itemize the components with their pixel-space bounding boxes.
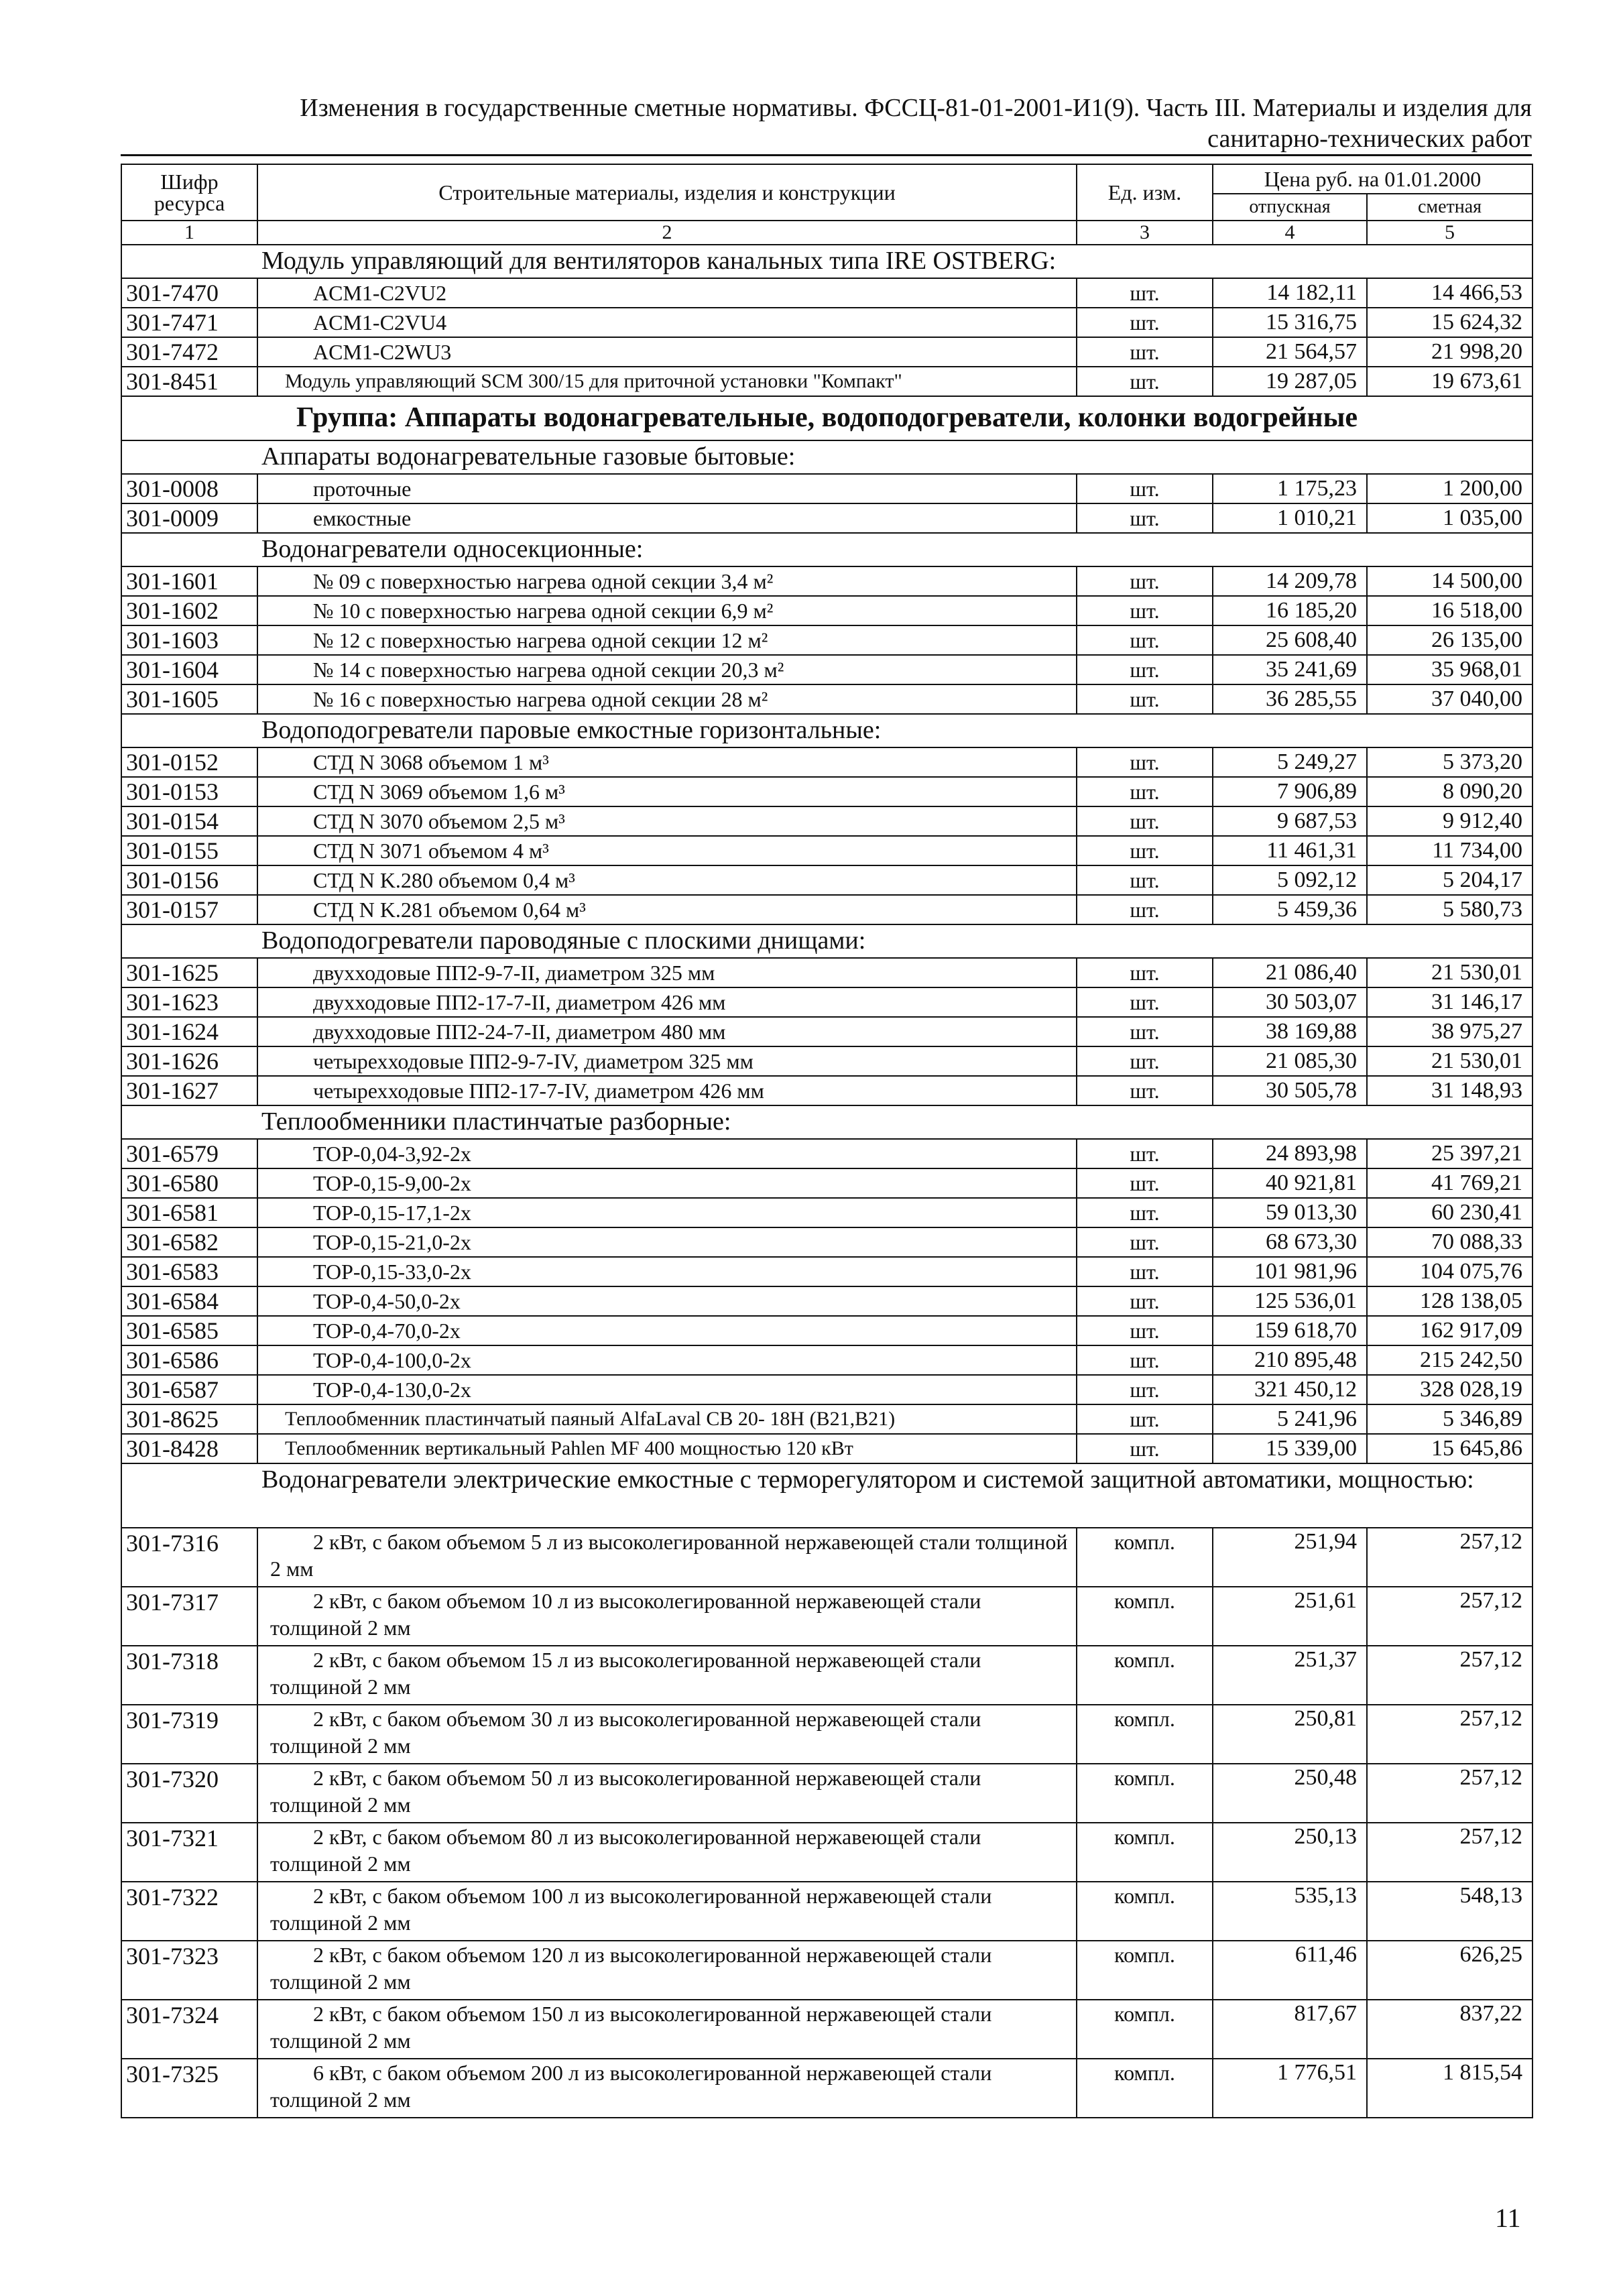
table-row [121,1345,1532,1375]
section-title: Водоподогреватели паровые емкостные горизонтальные: [257,714,1532,747]
resource-code: 301-6579 [121,1139,257,1168]
estimate-price: 35 968,01 [1367,655,1532,684]
column-index: 5 [1367,221,1532,245]
resource-code: 301-7324 [121,2000,257,2059]
header-line-2: санитарно-технических работ [1207,125,1532,153]
estimate-price: 70 088,33 [1367,1227,1532,1257]
estimate-price: 21 530,01 [1367,958,1532,987]
estimate-price: 16 518,00 [1367,596,1532,625]
unit-cell: шт. [1077,337,1213,367]
table-row [121,1375,1532,1404]
section-code-cell [121,1463,257,1528]
item-name: TOP-0,4-70,0-2x [257,1316,1077,1345]
table-row [121,337,1532,367]
table-row [121,625,1532,655]
resource-code: 301-1623 [121,987,257,1017]
item-name: четырехходовые ПП2-9-7-IV, диаметром 325 мм [257,1046,1077,1076]
estimate-price: 257,12 [1367,1823,1532,1882]
resource-code: 301-6584 [121,1286,257,1316]
item-name: Теплообменник пластинчатый паяный AlfaLaval CB 20- 18H (B21,B21) [257,1404,1077,1434]
estimate-price: 257,12 [1367,1587,1532,1646]
wholesale-price: 19 287,05 [1213,367,1367,396]
item-name: Теплообменник вертикальный Pahlen MF 400 мощностью 120 кВт [257,1434,1077,1463]
table-row [121,1941,1532,2000]
item-name: емкостные [257,503,1077,533]
item-name: ACM1-C2VU4 [257,308,1077,337]
table-row [121,865,1532,895]
table-row [121,1168,1532,1198]
section-title: Аппараты водонагревательные газовые бытовые: [257,440,1532,474]
wholesale-price: 5 241,96 [1213,1404,1367,1434]
estimate-price: 19 673,61 [1367,367,1532,396]
wholesale-price: 59 013,30 [1213,1198,1367,1227]
item-name: СТД N K.281 объемом 0,64 м³ [257,895,1077,924]
resource-code: 301-0154 [121,806,257,836]
unit-cell: шт. [1077,777,1213,806]
unit-cell: шт. [1077,367,1213,396]
wholesale-price: 250,81 [1213,1705,1367,1764]
estimate-price: 60 230,41 [1367,1198,1532,1227]
resource-code: 301-7470 [121,278,257,308]
item-name: № 16 с поверхностью нагрева одной секции 28 м² [257,684,1077,714]
resource-code: 301-0153 [121,777,257,806]
table-row [121,1286,1532,1316]
group-title: Группа: Аппараты водонагревательные, водоподогреватели, колонки водогрейные [121,396,1532,440]
unit-cell: шт. [1077,1017,1213,1046]
item-name: № 12 с поверхностью нагрева одной секции 12 м² [257,625,1077,655]
wholesale-price: 817,67 [1213,2000,1367,2059]
unit-cell: шт. [1077,474,1213,503]
resource-code: 301-1625 [121,958,257,987]
unit-cell: шт. [1077,1316,1213,1345]
table-row [121,1404,1532,1434]
item-name: 2 кВт, с баком объемом 50 л из высоколегированной нержавеющей стали толщиной 2 мм [257,1764,1077,1823]
unit-cell: шт. [1077,566,1213,596]
unit-cell: компл. [1077,1646,1213,1705]
resource-code: 301-7323 [121,1941,257,2000]
table-row [121,895,1532,924]
item-name: 2 кВт, с баком объемом 80 л из высоколегированной нержавеющей стали толщиной 2 мм [257,1823,1077,1882]
resource-code: 301-0009 [121,503,257,533]
resource-code: 301-1603 [121,625,257,655]
unit-cell: шт. [1077,1404,1213,1434]
item-name: ACM1-C2WU3 [257,337,1077,367]
table-row [121,2000,1532,2059]
section-code-cell [121,533,257,566]
section-row [121,1463,1532,1528]
wholesale-price: 251,61 [1213,1587,1367,1646]
item-name: Модуль управляющий SCM 300/15 для приточной установки "Компакт" [257,367,1077,396]
unit-cell: компл. [1077,1528,1213,1587]
estimate-price: 104 075,76 [1367,1257,1532,1286]
item-name: проточные [257,474,1077,503]
wholesale-price: 101 981,96 [1213,1257,1367,1286]
table-row [121,1764,1532,1823]
wholesale-price: 24 893,98 [1213,1139,1367,1168]
table-row [121,278,1532,308]
unit-cell: шт. [1077,1198,1213,1227]
unit-cell: компл. [1077,1705,1213,1764]
wholesale-price: 7 906,89 [1213,777,1367,806]
wholesale-price: 21 564,57 [1213,337,1367,367]
item-name: СТД N 3068 объемом 1 м³ [257,747,1077,777]
table-row [121,1823,1532,1882]
unit-cell: шт. [1077,1345,1213,1375]
unit-cell: шт. [1077,1257,1213,1286]
resource-code: 301-7321 [121,1823,257,1882]
unit-cell: шт. [1077,1076,1213,1105]
estimate-price: 38 975,27 [1367,1017,1532,1046]
price-table [121,164,1533,2118]
item-name: СТД N K.280 объемом 0,4 м³ [257,865,1077,895]
item-name: 6 кВт, с баком объемом 200 л из высоколегированной нержавеющей стали толщиной 2 мм [257,2059,1077,2118]
wholesale-price: 25 608,40 [1213,625,1367,655]
section-code-cell [121,440,257,474]
unit-cell: шт. [1077,865,1213,895]
resource-code: 301-0156 [121,865,257,895]
column-index-row [121,221,1532,245]
unit-cell: шт. [1077,747,1213,777]
item-name: TOP-0,15-33,0-2x [257,1257,1077,1286]
wholesale-price: 321 450,12 [1213,1375,1367,1404]
wholesale-price: 40 921,81 [1213,1168,1367,1198]
estimate-price: 257,12 [1367,1705,1532,1764]
unit-cell: компл. [1077,1764,1213,1823]
table-row [121,566,1532,596]
estimate-price: 5 580,73 [1367,895,1532,924]
resource-code: 301-6583 [121,1257,257,1286]
section-title: Водоподогреватели пароводяные с плоскими днищами: [257,924,1532,958]
wholesale-price: 14 182,11 [1213,278,1367,308]
table-row [121,747,1532,777]
page-header [121,93,1532,156]
unit-cell: шт. [1077,806,1213,836]
estimate-price: 41 769,21 [1367,1168,1532,1198]
estimate-price: 837,22 [1367,2000,1532,2059]
wholesale-price: 1 010,21 [1213,503,1367,533]
item-name: TOP-0,15-9,00-2x [257,1168,1077,1198]
table-row [121,1227,1532,1257]
wholesale-price: 38 169,88 [1213,1017,1367,1046]
resource-code: 301-0152 [121,747,257,777]
resource-code: 301-1605 [121,684,257,714]
resource-code: 301-7317 [121,1587,257,1646]
resource-code: 301-6581 [121,1198,257,1227]
unit-cell: шт. [1077,1046,1213,1076]
item-name: 2 кВт, с баком объемом 10 л из высоколегированной нержавеющей стали толщиной 2 мм [257,1587,1077,1646]
section-title: Теплообменники пластинчатые разборные: [257,1105,1532,1139]
item-name: TOP-0,04-3,92-2x [257,1139,1077,1168]
estimate-price: 257,12 [1367,1528,1532,1587]
item-name: СТД N 3070 объемом 2,5 м³ [257,806,1077,836]
header-wholesale: отпускная [1213,194,1367,221]
estimate-price: 37 040,00 [1367,684,1532,714]
resource-code: 301-0008 [121,474,257,503]
unit-cell: компл. [1077,2059,1213,2118]
table-row [121,1528,1532,1587]
table-row [121,1434,1532,1463]
section-row [121,924,1532,958]
section-row [121,440,1532,474]
resource-code: 301-8625 [121,1404,257,1434]
resource-code: 301-7472 [121,337,257,367]
unit-cell: шт. [1077,987,1213,1017]
wholesale-price: 30 505,78 [1213,1076,1367,1105]
table-row [121,1587,1532,1646]
table-row [121,1046,1532,1076]
estimate-price: 14 466,53 [1367,278,1532,308]
table-row [121,836,1532,865]
estimate-price: 1 200,00 [1367,474,1532,503]
unit-cell: шт. [1077,958,1213,987]
resource-code: 301-8451 [121,367,257,396]
estimate-price: 128 138,05 [1367,1286,1532,1316]
resource-code: 301-6582 [121,1227,257,1257]
page-number: 11 [1495,2203,1521,2233]
table-row [121,503,1532,533]
unit-cell: шт. [1077,1139,1213,1168]
section-title: Водонагреватели односекционные: [257,533,1532,566]
section-code-cell [121,245,257,278]
section-title: Модуль управляющий для вентиляторов канальных типа IRE OSTBERG: [257,245,1532,278]
table-row [121,1017,1532,1046]
unit-cell: шт. [1077,655,1213,684]
item-name: 2 кВт, с баком объемом 120 л из высоколегированной нержавеющей стали толщиной 2 мм [257,1941,1077,2000]
header-code: Шифр ресурса [121,164,257,221]
estimate-price: 5 204,17 [1367,865,1532,895]
resource-code: 301-6586 [121,1345,257,1375]
wholesale-price: 1 175,23 [1213,474,1367,503]
item-name: TOP-0,4-50,0-2x [257,1286,1077,1316]
item-name: двухходовые ПП2-24-7-II, диаметром 480 мм [257,1017,1077,1046]
resource-code: 301-7316 [121,1528,257,1587]
resource-code: 301-7320 [121,1764,257,1823]
item-name: ACM1-C2VU2 [257,278,1077,308]
estimate-price: 257,12 [1367,1646,1532,1705]
wholesale-price: 15 316,75 [1213,308,1367,337]
table-row [121,806,1532,836]
wholesale-price: 5 092,12 [1213,865,1367,895]
table-row [121,1316,1532,1345]
wholesale-price: 36 285,55 [1213,684,1367,714]
wholesale-price: 125 536,01 [1213,1286,1367,1316]
table-row [121,367,1532,396]
resource-code: 301-7319 [121,1705,257,1764]
section-code-cell [121,1105,257,1139]
unit-cell: шт. [1077,895,1213,924]
wholesale-price: 5 249,27 [1213,747,1367,777]
resource-code: 301-7471 [121,308,257,337]
estimate-price: 26 135,00 [1367,625,1532,655]
estimate-price: 257,12 [1367,1764,1532,1823]
wholesale-price: 611,46 [1213,1941,1367,2000]
unit-cell: шт. [1077,1375,1213,1404]
estimate-price: 21 530,01 [1367,1046,1532,1076]
resource-code: 301-1624 [121,1017,257,1046]
resource-code: 301-7325 [121,2059,257,2118]
section-row [121,714,1532,747]
table-row [121,474,1532,503]
table-row [121,308,1532,337]
table-row [121,684,1532,714]
wholesale-price: 9 687,53 [1213,806,1367,836]
table-row [121,655,1532,684]
column-index: 2 [257,221,1077,245]
item-name: № 10 с поверхностью нагрева одной секции 6,9 м² [257,596,1077,625]
item-name: 2 кВт, с баком объемом 100 л из высоколегированной нержавеющей стали толщиной 2 мм [257,1882,1077,1941]
wholesale-price: 35 241,69 [1213,655,1367,684]
item-name: TOP-0,15-17,1-2x [257,1198,1077,1227]
estimate-price: 21 998,20 [1367,337,1532,367]
group-row [121,396,1532,440]
table-row [121,958,1532,987]
unit-cell: компл. [1077,2000,1213,2059]
wholesale-price: 30 503,07 [1213,987,1367,1017]
wholesale-price: 11 461,31 [1213,836,1367,865]
estimate-price: 5 373,20 [1367,747,1532,777]
table-row [121,777,1532,806]
wholesale-price: 210 895,48 [1213,1345,1367,1375]
wholesale-price: 535,13 [1213,1882,1367,1941]
wholesale-price: 21 086,40 [1213,958,1367,987]
estimate-price: 15 624,32 [1367,308,1532,337]
resource-code: 301-6580 [121,1168,257,1198]
unit-cell: шт. [1077,684,1213,714]
item-name: 2 кВт, с баком объемом 5 л из высоколегированной нержавеющей стали толщиной 2 мм [257,1528,1077,1587]
wholesale-price: 16 185,20 [1213,596,1367,625]
estimate-price: 15 645,86 [1367,1434,1532,1463]
resource-code: 301-0155 [121,836,257,865]
wholesale-price: 250,13 [1213,1823,1367,1882]
item-name: TOP-0,4-130,0-2x [257,1375,1077,1404]
resource-code: 301-6587 [121,1375,257,1404]
item-name: № 14 с поверхностью нагрева одной секции 20,3 м² [257,655,1077,684]
table-row [121,1198,1532,1227]
estimate-price: 328 028,19 [1367,1375,1532,1404]
wholesale-price: 14 209,78 [1213,566,1367,596]
estimate-price: 626,25 [1367,1941,1532,2000]
header-price: Цена руб. на 01.01.2000 [1213,164,1532,194]
table-row [121,596,1532,625]
table-row [121,2059,1532,2118]
table-row [121,987,1532,1017]
header-line-1: Изменения в государственные сметные нормативы. ФССЦ-81-01-2001-И1(9). Часть III. Материалы и изделия для [300,94,1532,122]
resource-code: 301-1627 [121,1076,257,1105]
section-row [121,245,1532,278]
estimate-price: 548,13 [1367,1882,1532,1941]
resource-code: 301-1601 [121,566,257,596]
table-row [121,1076,1532,1105]
item-name: № 09 с поверхностью нагрева одной секции 3,4 м² [257,566,1077,596]
table-row [121,1646,1532,1705]
item-name: двухходовые ПП2-17-7-II, диаметром 426 мм [257,987,1077,1017]
unit-cell: компл. [1077,1587,1213,1646]
resource-code: 301-1604 [121,655,257,684]
estimate-price: 215 242,50 [1367,1345,1532,1375]
wholesale-price: 251,94 [1213,1528,1367,1587]
estimate-price: 31 146,17 [1367,987,1532,1017]
item-name: СТД N 3069 объемом 1,6 м³ [257,777,1077,806]
estimate-price: 25 397,21 [1367,1139,1532,1168]
item-name: четырехходовые ПП2-17-7-IV, диаметром 426 мм [257,1076,1077,1105]
unit-cell: шт. [1077,503,1213,533]
unit-cell: шт. [1077,1286,1213,1316]
column-index: 4 [1213,221,1367,245]
section-row [121,533,1532,566]
item-name: 2 кВт, с баком объемом 30 л из высоколегированной нержавеющей стали толщиной 2 мм [257,1705,1077,1764]
item-name: TOP-0,15-21,0-2x [257,1227,1077,1257]
estimate-price: 14 500,00 [1367,566,1532,596]
wholesale-price: 250,48 [1213,1764,1367,1823]
estimate-price: 31 148,93 [1367,1076,1532,1105]
unit-cell: шт. [1077,1227,1213,1257]
unit-cell: шт. [1077,1434,1213,1463]
column-index: 1 [121,221,257,245]
wholesale-price: 5 459,36 [1213,895,1367,924]
unit-cell: шт. [1077,278,1213,308]
estimate-price: 162 917,09 [1367,1316,1532,1345]
resource-code: 301-6585 [121,1316,257,1345]
item-name: TOP-0,4-100,0-2x [257,1345,1077,1375]
item-name: 2 кВт, с баком объемом 15 л из высоколегированной нержавеющей стали толщиной 2 мм [257,1646,1077,1705]
item-name: 2 кВт, с баком объемом 150 л из высоколегированной нержавеющей стали толщиной 2 мм [257,2000,1077,2059]
item-name: двухходовые ПП2-9-7-II, диаметром 325 мм [257,958,1077,987]
unit-cell: компл. [1077,1882,1213,1941]
wholesale-price: 251,37 [1213,1646,1367,1705]
unit-cell: компл. [1077,1823,1213,1882]
wholesale-price: 1 776,51 [1213,2059,1367,2118]
unit-cell: шт. [1077,625,1213,655]
header-name: Строительные материалы, изделия и конструкции [257,164,1077,221]
estimate-price: 1 035,00 [1367,503,1532,533]
section-code-cell [121,924,257,958]
resource-code: 301-0157 [121,895,257,924]
item-name: СТД N 3071 объемом 4 м³ [257,836,1077,865]
estimate-price: 9 912,40 [1367,806,1532,836]
estimate-price: 8 090,20 [1367,777,1532,806]
table-row [121,1139,1532,1168]
wholesale-price: 159 618,70 [1213,1316,1367,1345]
section-code-cell [121,714,257,747]
estimate-price: 1 815,54 [1367,2059,1532,2118]
section-title: Водонагреватели электрические емкостные с терморегулятором и системой защитной автоматики, мощностью: [257,1463,1532,1528]
table-row [121,1257,1532,1286]
header-unit: Ед. изм. [1077,164,1213,221]
estimate-price: 5 346,89 [1367,1404,1532,1434]
unit-cell: шт. [1077,836,1213,865]
resource-code: 301-8428 [121,1434,257,1463]
wholesale-price: 15 339,00 [1213,1434,1367,1463]
unit-cell: шт. [1077,1168,1213,1198]
unit-cell: компл. [1077,1941,1213,2000]
unit-cell: шт. [1077,308,1213,337]
resource-code: 301-1626 [121,1046,257,1076]
table-row [121,1882,1532,1941]
wholesale-price: 21 085,30 [1213,1046,1367,1076]
unit-cell: шт. [1077,596,1213,625]
wholesale-price: 68 673,30 [1213,1227,1367,1257]
table-row [121,1705,1532,1764]
header-estimate: сметная [1367,194,1532,221]
section-row [121,1105,1532,1139]
column-index: 3 [1077,221,1213,245]
resource-code: 301-7318 [121,1646,257,1705]
estimate-price: 11 734,00 [1367,836,1532,865]
resource-code: 301-7322 [121,1882,257,1941]
resource-code: 301-1602 [121,596,257,625]
